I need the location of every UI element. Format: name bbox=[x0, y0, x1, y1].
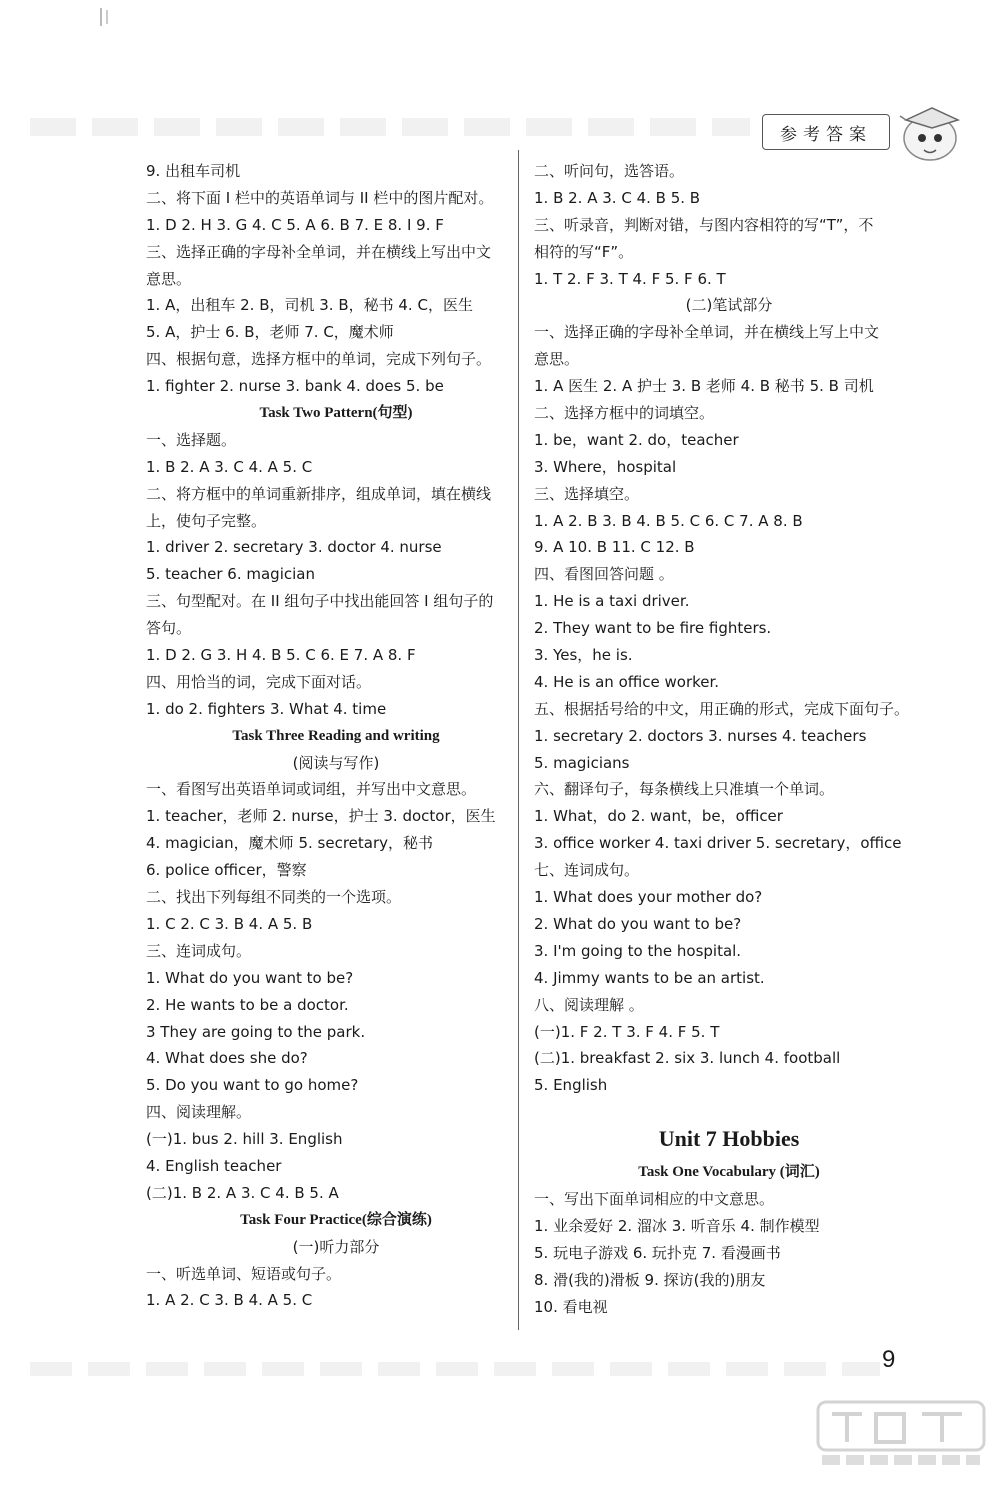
section-tab-label: 参考答案 bbox=[780, 124, 872, 145]
right-column-line: 1. He is a taxi driver. bbox=[534, 592, 690, 611]
left-column-line: 二、找出下列每组不同类的一个选项。 bbox=[146, 888, 402, 907]
right-column-line: 1. What，do 2. want，be，officer bbox=[534, 807, 783, 826]
right-column-line: 三、听录音，判断对错，与图内容相符的写“T”，不 bbox=[534, 215, 874, 234]
right-column-line: 1. secretary 2. doctors 3. nurses 4. teachers bbox=[534, 726, 867, 745]
right-column-line: 1. A 医生 2. A 护士 3. B 老师 4. B 秘书 5. B 司机 bbox=[534, 377, 874, 396]
right-column-line: (二)1. breakfast 2. six 3. lunch 4. football bbox=[534, 1049, 841, 1068]
right-column-line: 1. 业余爱好 2. 溜冰 3. 听音乐 4. 制作模型 bbox=[534, 1216, 820, 1235]
right-column-line: 3. I'm going to the hospital. bbox=[534, 941, 742, 960]
right-column-line: (一)1. F 2. T 3. F 4. F 5. T bbox=[534, 1022, 720, 1041]
left-column-line: 四、根据句意，选择方框中的单词，完成下列句子。 bbox=[146, 350, 492, 369]
right-column-line: 意思。 bbox=[534, 350, 580, 369]
left-column-line: 一、选择题。 bbox=[146, 430, 237, 449]
footer-decor-band bbox=[30, 1362, 880, 1376]
left-column-line: 二、将方框中的单词重新排序，组成单词，填在横线 bbox=[146, 484, 492, 503]
left-column-line: Task Four Practice(综合演练) bbox=[240, 1211, 432, 1228]
left-column-line: 1. A 2. C 3. B 4. A 5. C bbox=[146, 1291, 313, 1310]
left-column-line: 1. A，出租车 2. B，司机 3. B，秘书 4. C，医生 bbox=[146, 296, 473, 315]
right-column-line: 五、根据括号给的中文，用正确的形式，完成下面句子。 bbox=[534, 699, 910, 718]
right-column-line: 四、看图回答问题 。 bbox=[534, 565, 674, 584]
left-column-line: (一)听力部分 bbox=[292, 1237, 380, 1256]
left-column bbox=[146, 158, 526, 1314]
left-column-line: Task Three Reading and writing bbox=[232, 727, 440, 744]
page-number: 9 bbox=[882, 1346, 896, 1373]
left-column-line: (阅读与写作) bbox=[292, 753, 380, 772]
left-column-line: 4. magician，魔术师 5. secretary，秘书 bbox=[146, 834, 434, 853]
right-column-line: 5. 玩电子游戏 6. 玩扑克 7. 看漫画书 bbox=[534, 1243, 781, 1262]
left-column-line: 5. teacher 6. magician bbox=[146, 565, 315, 584]
right-column-line: 2. What do you want to be? bbox=[534, 914, 742, 933]
left-column-line: 三、连词成句。 bbox=[146, 941, 252, 960]
left-column-line: 二、将下面 I 栏中的英语单词与 II 栏中的图片配对。 bbox=[146, 188, 494, 207]
right-column-line: 二、听问句，选答语。 bbox=[534, 162, 685, 180]
right-column-line: 4. He is an office worker. bbox=[534, 672, 720, 691]
right-column-line: 八、阅读理解 。 bbox=[534, 995, 644, 1014]
right-column-line: Task One Vocabulary (词汇) bbox=[638, 1164, 820, 1181]
left-column-line: 1. C 2. C 3. B 4. A 5. B bbox=[146, 914, 313, 933]
right-column-line: (二)笔试部分 bbox=[685, 296, 773, 315]
left-column-line: 一、看图写出英语单词或词组，并写出中文意思。 bbox=[146, 780, 477, 799]
right-column-line: 10. 看电视 bbox=[534, 1297, 608, 1316]
left-column-line: 1. do 2. fighters 3. What 4. time bbox=[146, 699, 387, 718]
left-column-line: 6. police officer，警察 bbox=[146, 861, 307, 880]
right-column-line: 二、选择方框中的词填空。 bbox=[534, 404, 715, 423]
left-column-line: (二)1. B 2. A 3. C 4. B 5. A bbox=[146, 1183, 339, 1202]
left-column-line: 4. What does she do? bbox=[146, 1049, 308, 1068]
binding-mark-icon bbox=[98, 6, 112, 28]
right-column-line: 5. magicians bbox=[534, 753, 630, 772]
left-column-line: 1. driver 2. secretary 3. doctor 4. nurse bbox=[146, 538, 442, 557]
right-column-line: 七、连词成句。 bbox=[534, 861, 640, 880]
watermark-logo bbox=[812, 1398, 990, 1482]
right-column bbox=[534, 158, 924, 1321]
left-column-line: 2. He wants to be a doctor. bbox=[146, 995, 349, 1014]
right-column-line: 三、选择填空。 bbox=[534, 484, 640, 503]
left-column-line: 5. A，护士 6. B，老师 7. C，魔术师 bbox=[146, 323, 394, 342]
right-column-line: 相符的写“F”。 bbox=[534, 242, 634, 261]
left-column-line: 1. D 2. G 3. H 4. B 5. C 6. E 7. A 8. F bbox=[146, 646, 416, 665]
right-column-line: 5. English bbox=[534, 1076, 608, 1095]
right-column-line: 1. be，want 2. do，teacher bbox=[534, 430, 739, 449]
right-column-line: 4. Jimmy wants to be an artist. bbox=[534, 968, 765, 987]
left-column-line: 意思。 bbox=[146, 269, 192, 288]
left-column-line: 1. What do you want to be? bbox=[146, 968, 354, 987]
left-column-line: 1. D 2. H 3. G 4. C 5. A 6. B 7. E 8. I 9. F bbox=[146, 215, 444, 234]
right-column-line: 3. Where，hospital bbox=[534, 457, 677, 476]
left-column-line: Task Two Pattern(句型) bbox=[259, 405, 413, 422]
left-column-line: 四、用恰当的词，完成下面对话。 bbox=[146, 672, 372, 691]
right-column-line: 一、选择正确的字母补全单词，并在横线上写上中文 bbox=[534, 323, 880, 342]
left-column-line: 4. English teacher bbox=[146, 1156, 282, 1175]
right-column-line: 3. office worker 4. taxi driver 5. secretary，office bbox=[534, 834, 902, 853]
mascot-icon bbox=[892, 98, 964, 164]
left-column-line: 1. fighter 2. nurse 3. bank 4. does 5. be bbox=[146, 377, 444, 396]
left-column-line: 三、选择正确的字母补全单词，并在横线上写出中文 bbox=[146, 242, 492, 261]
left-column-line: 1. teacher，老师 2. nurse，护士 3. doctor，医生 bbox=[146, 807, 496, 826]
right-column-line: 1. A 2. B 3. B 4. B 5. C 6. C 7. A 8. B bbox=[534, 511, 803, 530]
right-column-line: 3. Yes，he is. bbox=[534, 646, 633, 665]
left-column-line: 四、阅读理解。 bbox=[146, 1103, 252, 1122]
left-column-line: 3 They are going to the park. bbox=[146, 1022, 366, 1041]
right-column-line: 8. 滑(我的)滑板 9. 探访(我的)朋友 bbox=[534, 1270, 766, 1289]
left-column-line: 一、听选单词、短语或句子。 bbox=[146, 1264, 342, 1283]
left-column-line: 答句。 bbox=[146, 619, 192, 638]
left-column-line: 5. Do you want to go home? bbox=[146, 1076, 359, 1095]
right-column-line: 2. They want to be fire fighters. bbox=[534, 619, 772, 638]
left-column-line: 9. 出租车司机 bbox=[146, 162, 241, 180]
left-column-line: 上，使句子完整。 bbox=[146, 511, 267, 530]
left-column-line: 1. B 2. A 3. C 4. A 5. C bbox=[146, 457, 313, 476]
left-column-line: 三、句型配对。在 II 组句子中找出能回答 I 组句子的 bbox=[146, 592, 494, 611]
header-decor-band bbox=[30, 118, 750, 136]
right-column-line: 1. B 2. A 3. C 4. B 5. B bbox=[534, 188, 701, 207]
right-column-line: 1. What does your mother do? bbox=[534, 888, 763, 907]
right-column-line: Unit 7 Hobbies bbox=[658, 1126, 800, 1152]
right-column-line: 一、写出下面单词相应的中文意思。 bbox=[534, 1190, 775, 1209]
right-column-line: 9. A 10. B 11. C 12. B bbox=[534, 538, 695, 557]
right-column-line: 1. T 2. F 3. T 4. F 5. F 6. T bbox=[534, 269, 726, 288]
right-column-line: 六、翻译句子，每条横线上只准填一个单词。 bbox=[534, 780, 835, 799]
left-column-line: (一)1. bus 2. hill 3. English bbox=[146, 1130, 343, 1149]
section-tab bbox=[762, 114, 890, 150]
